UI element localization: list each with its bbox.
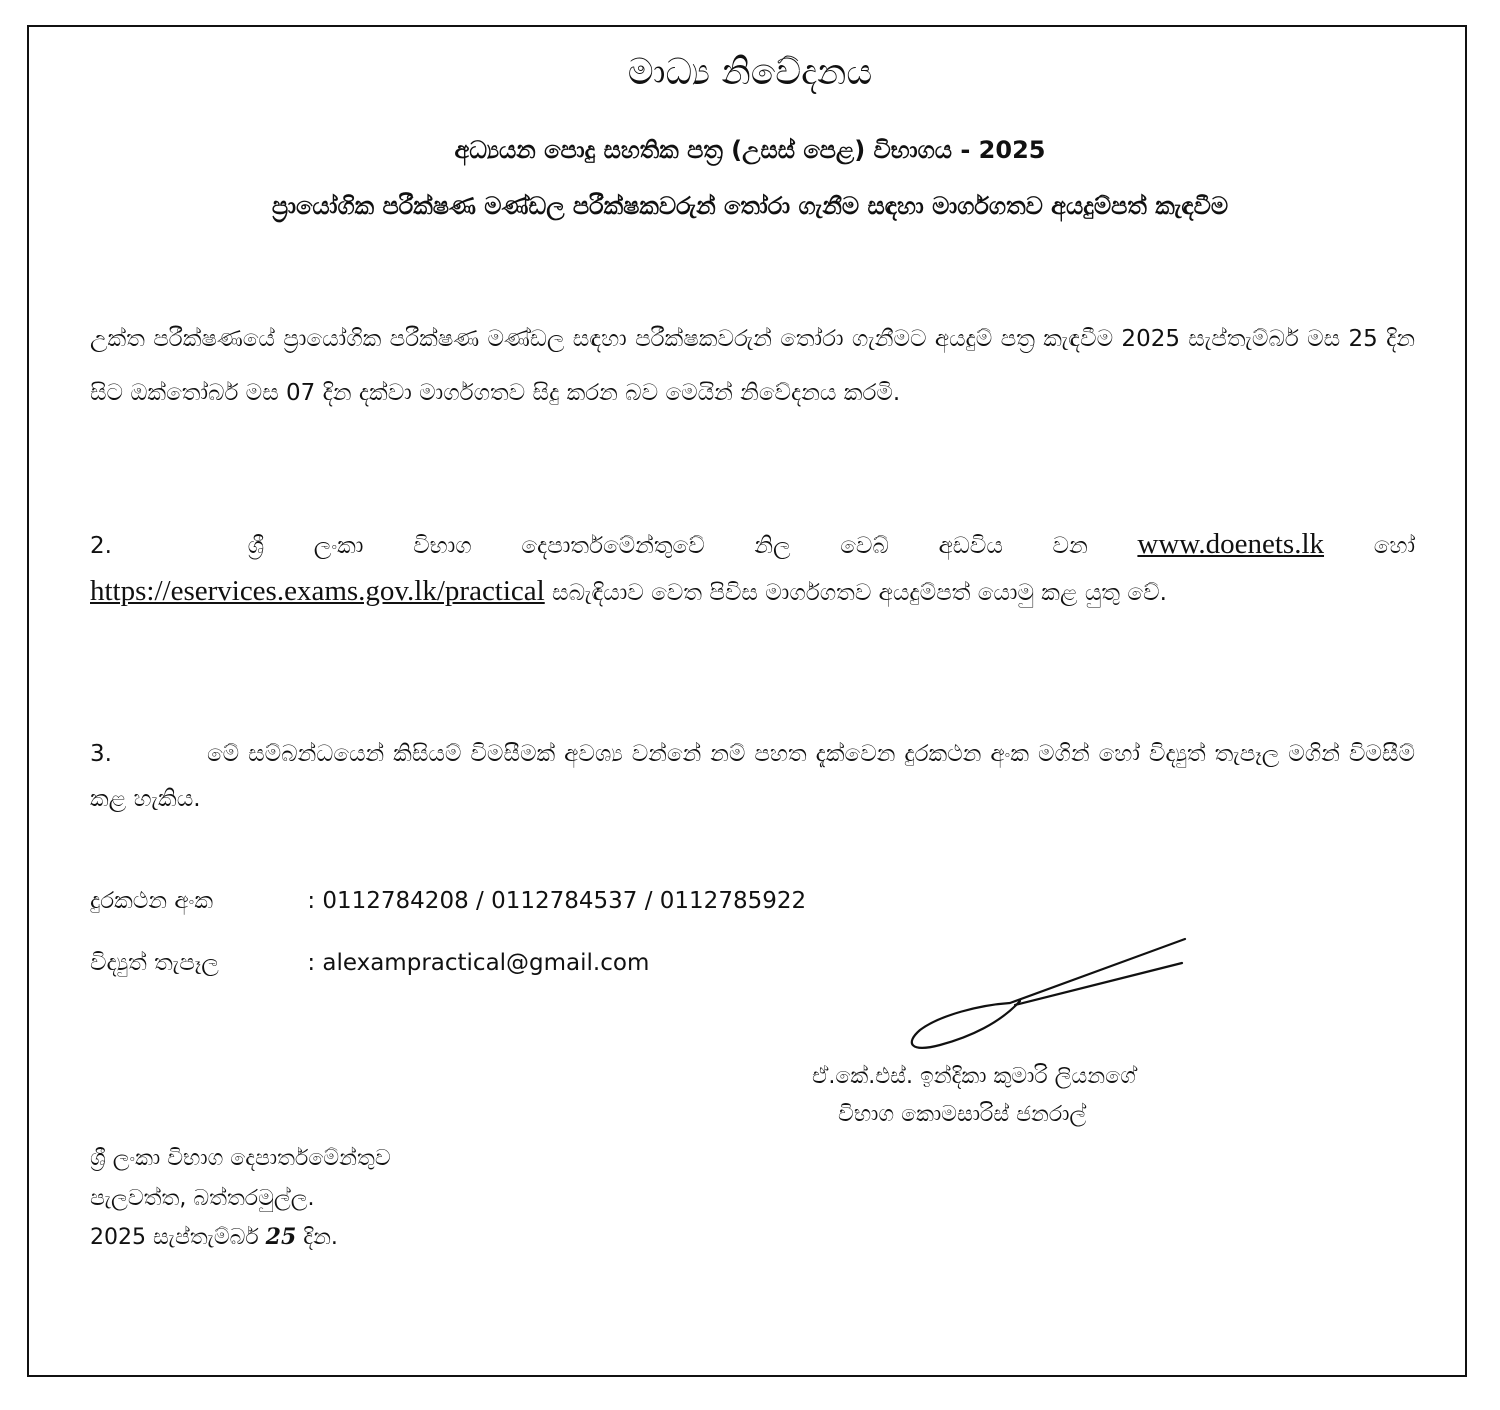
phone-value: : 0112784208 / 0112784537 / 0112785922 <box>307 888 807 914</box>
date-prefix: 2025 සැප්තැම්බර් <box>90 1225 259 1250</box>
paragraph-number: 3. <box>90 741 112 767</box>
paragraph-2 <box>90 522 1415 616</box>
email-value: : alexampractical@gmail.com <box>307 950 650 976</box>
email-row <box>90 950 649 976</box>
date-suffix: දින. <box>303 1225 338 1250</box>
exam-subtitle: අධ්‍යයන පොදු සහතික පත්‍ර (උසස් පෙළ) විභාගය - 2025 <box>454 136 1046 164</box>
paragraph-number: 2. <box>90 533 112 559</box>
paragraph-1: උක්ත පරීක්ෂණයේ ප්‍රායෝගික පරීක්ෂණ මණ්ඩල සඳහා පරීක්ෂකවරුන් තෝරා ගැනීමට අයදුම් පත්‍ර කැඳවීම 2025 සැප්තැම්බර් මස 25 දින සිට ඔක්තෝබර් මස 07 දින දක්වා මාර්ගගතව සිදු කරන බව මෙයින් නිවේදනය කරමි. <box>90 326 1415 406</box>
paragraph-3 <box>90 732 1415 822</box>
doenets-link[interactable]: www.doenets.lk <box>1137 528 1325 560</box>
eservices-link[interactable]: https://eservices.exams.gov.lk/practical <box>90 575 545 607</box>
paragraph-text: ශ්‍රී ලංකා විභාග දෙපාර්තමේන්තුවේ නිල වෙබ් අඩවිය වන <box>247 533 1088 559</box>
signature <box>900 935 1200 1055</box>
email-label: විද්‍යුත් තැපෑල <box>90 950 219 976</box>
signatory-title: විභාග කොමසාරිස් ජනරාල් <box>838 1102 1087 1127</box>
paragraph-text: මේ සම්බන්ධයෙන් කිසියම් විමසීමක් අවශ්‍ය වන්නේ නම් පහත දැක්වෙන දුරකථන අංක මගින් හෝ විද්‍යුත් තැපෑල මගින් විමසීම් කළ හැකිය. <box>90 741 1415 812</box>
phone-row <box>90 888 806 914</box>
date-day: 25 <box>265 1224 297 1250</box>
topic-subtitle: ප්‍රායෝගික පරීක්ෂණ මණ්ඩල පරීක්ෂකවරුන් තෝරා ගැනීම සඳහා මාර්ගගතව අයදුම්පත් කැඳවීම <box>271 192 1229 220</box>
footer-date <box>90 1224 338 1250</box>
footer-department: ශ්‍රී ලංකා විභාග දෙපාර්තමේන්තුව <box>90 1146 391 1171</box>
document-title: මාධ්‍ය නිවේදනය <box>627 52 873 93</box>
phone-label: දුරකථන අංක <box>90 888 214 914</box>
document-border <box>27 25 1467 1377</box>
footer-address: පැලවත්ත, බත්තරමුල්ල. <box>90 1186 315 1211</box>
paragraph-text: හෝ <box>1373 533 1416 559</box>
paragraph-text: සබැඳියාව වෙත පිවිස මාර්ගගතව අයදුම්පත් යොමු කළ යුතු වේ. <box>552 580 1167 606</box>
signatory-name: ඒ.කේ.එස්. ඉන්දිකා කුමාරි ලියනගේ <box>812 1064 1136 1089</box>
